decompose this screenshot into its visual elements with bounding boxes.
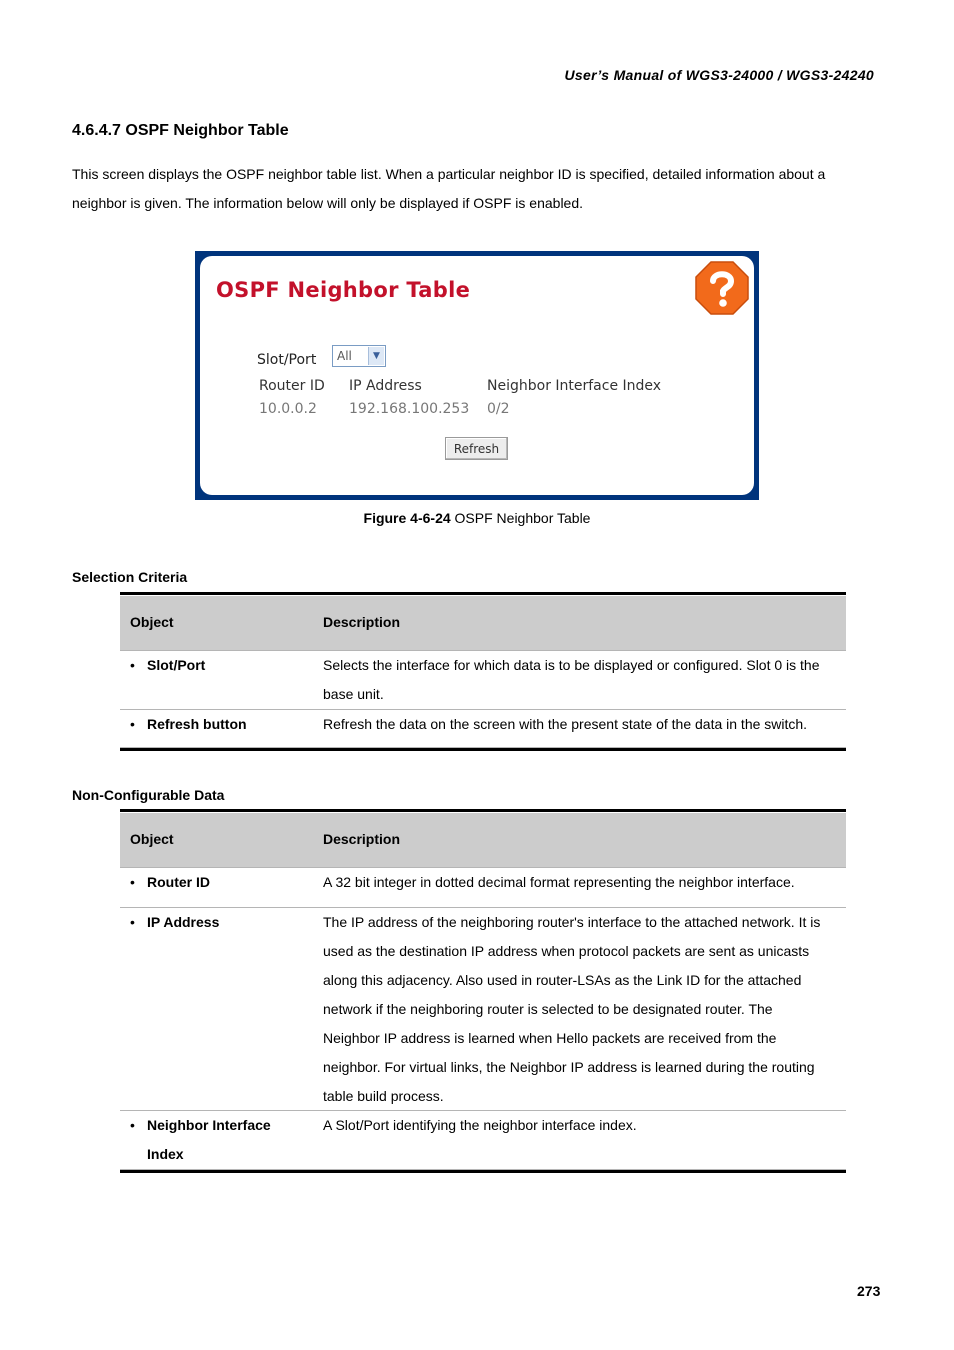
object-continuation: Index (147, 1146, 184, 1162)
description-line: table build process. (323, 1088, 444, 1104)
non-configurable-table (120, 809, 846, 1173)
header-description: Description (323, 614, 401, 630)
ospf-neighbor-screenshot (195, 251, 759, 500)
figure-caption-text: OSPF Neighbor Table (450, 510, 591, 526)
description-cell (323, 1111, 843, 1140)
section-title: 4.6.4.7 OSPF Neighbor Table (72, 122, 289, 139)
object-refresh-button: Refresh button (147, 716, 247, 732)
object-cell: • Neighbor Interface Index (130, 1111, 310, 1169)
description-line: Selects the interface for which data is to be displayed or configured. Slot 0 is the (323, 657, 820, 673)
manual-header: User’s Manual of WGS3-24000 / WGS3-24240 (564, 67, 874, 83)
header-object: Object (130, 831, 174, 847)
screenshot-panel (200, 256, 754, 495)
slot-port-value: All (337, 349, 352, 363)
description-line: The IP address of the neighboring router's interface to the attached network. It is (323, 914, 821, 930)
question-mark-icon[interactable] (694, 260, 750, 316)
description-line: used as the destination IP address when protocol packets are sent as unicasts (323, 943, 810, 959)
refresh-button[interactable]: Refresh (445, 437, 508, 460)
table-row (120, 1110, 846, 1169)
column-header-ip-address: IP Address (349, 378, 422, 394)
table-bottom-rule (120, 1169, 846, 1173)
table-row (120, 907, 846, 1110)
description-cell (323, 908, 843, 1111)
figure-number: Figure 4-6-24 (363, 510, 451, 526)
description-line: network if the neighboring router is selected to be designated router. The (323, 1001, 773, 1017)
intro-line: neighbor is given. The information below will only be displayed if OSPF is enabled. (72, 195, 584, 211)
description-cell (323, 651, 843, 709)
description-line: A Slot/Port identifying the neighbor interface index. (323, 1117, 637, 1133)
selection-criteria-table (120, 592, 846, 751)
object-neighbor-interface-index: Neighbor Interface (147, 1117, 271, 1133)
figure-caption (0, 510, 954, 526)
description-line: base unit. (323, 686, 384, 702)
object-slot-port: Slot/Port (147, 657, 206, 673)
object-ip-address: IP Address (147, 914, 220, 930)
description-line: neighbor. For virtual links, the Neighbor IP address is learned during the routing (323, 1059, 815, 1075)
header-object: Object (130, 614, 174, 630)
table-header (120, 595, 846, 650)
description-line: along this adjacency. Also used in router-LSAs as the Link ID for the attached (323, 972, 802, 988)
object-cell: • Slot/Port (130, 657, 206, 673)
table-row (120, 867, 846, 907)
column-header-router-id: Router ID (259, 378, 325, 394)
ip-address-value: 192.168.100.253 (349, 401, 470, 417)
table-bottom-rule (120, 747, 846, 751)
slot-port-select[interactable] (332, 345, 386, 367)
router-id-value: 10.0.0.2 (259, 401, 317, 417)
object-cell: • Router ID (130, 874, 210, 890)
description-cell (323, 710, 843, 739)
neighbor-interface-index-value: 0/2 (487, 401, 510, 417)
column-header-neighbor-interface-index: Neighbor Interface Index (487, 378, 662, 394)
table-row (120, 650, 846, 709)
slot-port-label: Slot/Port (257, 352, 317, 368)
chevron-down-icon[interactable]: ▼ (368, 347, 384, 365)
object-cell: • IP Address (130, 914, 220, 930)
description-line: A 32 bit integer in dotted decimal format representing the neighbor interface. (323, 874, 795, 890)
table-row (120, 709, 846, 747)
selection-criteria-heading: Selection Criteria (72, 569, 188, 585)
header-description: Description (323, 831, 401, 847)
page-number: 273 (857, 1283, 881, 1299)
non-configurable-heading: Non-Configurable Data (72, 787, 225, 803)
intro-line: This screen displays the OSPF neighbor table list. When a particular neighbor ID is specified, detailed information about a (72, 166, 826, 182)
description-cell (323, 868, 843, 897)
intro-paragraph (72, 160, 872, 218)
description-line: Neighbor IP address is learned when Hello packets are received from the (323, 1030, 777, 1046)
table-header (120, 812, 846, 867)
description-line: Refresh the data on the screen with the present state of the data in the switch. (323, 716, 808, 732)
panel-title: OSPF Neighbor Table (216, 278, 471, 302)
object-router-id: Router ID (147, 874, 210, 890)
object-cell: • Refresh button (130, 716, 247, 732)
